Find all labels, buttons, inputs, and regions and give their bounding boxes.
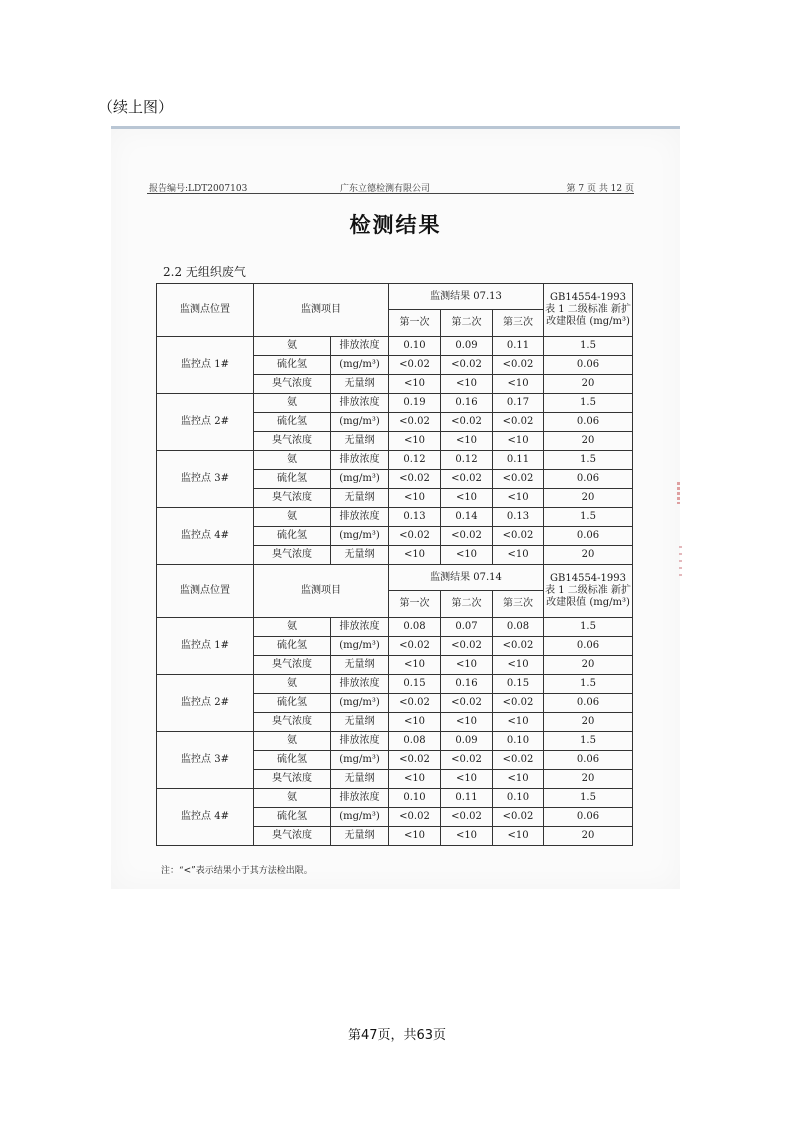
item-hydrogen-sulfide: 硫化氢 (254, 751, 331, 770)
pdf-page-number: 第47页，共63页 (347, 1028, 447, 1043)
result-value: 0.11 (493, 451, 544, 470)
result-value: 0.16 (441, 394, 493, 413)
item-unit: (mg/m³) (331, 413, 389, 432)
header-monitoring-item: 监测项目 (254, 565, 389, 618)
table-row (157, 732, 633, 751)
item-hydrogen-sulfide: 硫化氢 (254, 637, 331, 656)
header-run: 第一次 (389, 591, 441, 618)
item-emission-concentration: 排放浓度 (331, 618, 389, 637)
result-value: <0.02 (389, 470, 441, 489)
item-emission-concentration: 排放浓度 (331, 789, 389, 808)
item-ammonia: 氨 (254, 337, 331, 356)
result-value: <0.02 (441, 413, 493, 432)
result-value: 0.11 (441, 789, 493, 808)
item-unit: (mg/m³) (331, 356, 389, 375)
item-emission-concentration: 排放浓度 (331, 451, 389, 470)
result-value: <10 (441, 827, 493, 846)
item-ammonia: 氨 (254, 732, 331, 751)
standard-limit-value: 20 (544, 770, 633, 789)
item-emission-concentration: 排放浓度 (331, 337, 389, 356)
result-value: <0.02 (493, 470, 544, 489)
item-ammonia: 氨 (254, 789, 331, 808)
standard-limit-value: 0.06 (544, 808, 633, 827)
result-value: <10 (441, 489, 493, 508)
report-number: 报告编号:LDT2007103 (149, 184, 248, 194)
item-ammonia: 氨 (254, 675, 331, 694)
item-hydrogen-sulfide: 硫化氢 (254, 808, 331, 827)
result-value: 0.15 (389, 675, 441, 694)
result-value: 0.07 (441, 618, 493, 637)
table-row (157, 618, 633, 637)
standard-limit-value: 1.5 (544, 789, 633, 808)
table-header-row (157, 565, 633, 591)
result-value: <0.02 (493, 637, 544, 656)
result-value: <0.02 (441, 751, 493, 770)
result-value: <10 (389, 713, 441, 732)
monitoring-point: 监控点 2# (157, 675, 254, 732)
item-odor-concentration: 臭气浓度 (254, 489, 331, 508)
result-value: <0.02 (389, 527, 441, 546)
result-value: 0.08 (389, 732, 441, 751)
item-unit-dimensionless: 无量纲 (331, 432, 389, 451)
item-unit: (mg/m³) (331, 694, 389, 713)
result-value: 0.13 (493, 508, 544, 527)
header-point-location: 监测点位置 (157, 565, 254, 618)
standard-limit-value: 20 (544, 656, 633, 675)
item-odor-concentration: 臭气浓度 (254, 432, 331, 451)
result-value: <10 (389, 432, 441, 451)
item-hydrogen-sulfide: 硫化氢 (254, 356, 331, 375)
item-odor-concentration: 臭气浓度 (254, 656, 331, 675)
header-monitoring-item: 监测项目 (254, 284, 389, 337)
item-unit: (mg/m³) (331, 637, 389, 656)
monitoring-point: 监控点 2# (157, 394, 254, 451)
scanned-report-page (111, 126, 680, 889)
result-value: <10 (389, 375, 441, 394)
result-value: 0.14 (441, 508, 493, 527)
section-heading: 2.2 无组织废气 (163, 265, 246, 279)
result-value: <0.02 (389, 413, 441, 432)
standard-limit-value: 1.5 (544, 451, 633, 470)
result-value: <0.02 (441, 527, 493, 546)
standard-limit-value: 0.06 (544, 694, 633, 713)
result-value: <0.02 (493, 694, 544, 713)
standard-limit-value: 0.06 (544, 637, 633, 656)
table-note: 注：“<”表示结果小于其方法检出限。 (161, 866, 313, 876)
result-value: <10 (493, 656, 544, 675)
result-value: <10 (493, 432, 544, 451)
result-value: <10 (441, 713, 493, 732)
result-value: <10 (441, 375, 493, 394)
result-value: <0.02 (441, 637, 493, 656)
result-value: <0.02 (493, 808, 544, 827)
item-odor-concentration: 臭气浓度 (254, 713, 331, 732)
header-run: 第二次 (441, 591, 493, 618)
item-unit-dimensionless: 无量纲 (331, 656, 389, 675)
item-unit-dimensionless: 无量纲 (331, 713, 389, 732)
result-value: <10 (493, 489, 544, 508)
monitoring-point: 监控点 4# (157, 789, 254, 846)
item-hydrogen-sulfide: 硫化氢 (254, 527, 331, 546)
report-title: 检测结果 (349, 212, 442, 237)
result-value: <10 (493, 770, 544, 789)
item-ammonia: 氨 (254, 394, 331, 413)
item-unit-dimensionless: 无量纲 (331, 770, 389, 789)
result-value: <0.02 (389, 808, 441, 827)
standard-limit-value: 0.06 (544, 356, 633, 375)
seam-stamp-mark (677, 482, 680, 504)
company-name: 广东立德检测有限公司 (340, 184, 431, 194)
item-unit-dimensionless: 无量纲 (331, 546, 389, 565)
standard-limit-value: 0.06 (544, 527, 633, 546)
header-run: 第三次 (493, 310, 544, 337)
result-value: <10 (441, 546, 493, 565)
header-run: 第二次 (441, 310, 493, 337)
standard-limit-value: 0.06 (544, 751, 633, 770)
table-row (157, 337, 633, 356)
header-divider (147, 193, 634, 194)
item-odor-concentration: 臭气浓度 (254, 375, 331, 394)
header-standard-limit: GB14554-1993 表 1 二级标准 新扩改建限值 (mg/m³) (544, 284, 633, 337)
item-emission-concentration: 排放浓度 (331, 732, 389, 751)
header-standard-limit: GB14554-1993 表 1 二级标准 新扩改建限值 (mg/m³) (544, 565, 633, 618)
result-value: <10 (389, 656, 441, 675)
item-hydrogen-sulfide: 硫化氢 (254, 413, 331, 432)
standard-limit-value: 1.5 (544, 618, 633, 637)
result-value: 0.13 (389, 508, 441, 527)
result-value: <10 (493, 375, 544, 394)
standard-limit-value: 1.5 (544, 394, 633, 413)
result-value: 0.08 (493, 618, 544, 637)
results-table (156, 283, 633, 846)
result-value: 0.19 (389, 394, 441, 413)
item-unit: (mg/m³) (331, 808, 389, 827)
monitoring-point: 监控点 1# (157, 337, 254, 394)
item-ammonia: 氨 (254, 618, 331, 637)
item-odor-concentration: 臭气浓度 (254, 546, 331, 565)
report-page-indicator: 第 7 页 共 12 页 (566, 184, 634, 194)
table-header-row (157, 284, 633, 310)
monitoring-point: 监控点 3# (157, 732, 254, 789)
item-unit: (mg/m³) (331, 751, 389, 770)
standard-limit-value: 0.06 (544, 470, 633, 489)
header-point-location: 监测点位置 (157, 284, 254, 337)
result-value: <10 (441, 432, 493, 451)
monitoring-point: 监控点 4# (157, 508, 254, 565)
standard-limit-value: 20 (544, 827, 633, 846)
result-value: <10 (389, 489, 441, 508)
result-value: <0.02 (493, 751, 544, 770)
seam-stamp-mark (679, 546, 682, 581)
item-ammonia: 氨 (254, 508, 331, 527)
result-value: <10 (389, 546, 441, 565)
standard-limit-value: 1.5 (544, 675, 633, 694)
result-value: <0.02 (441, 470, 493, 489)
item-hydrogen-sulfide: 硫化氢 (254, 470, 331, 489)
item-ammonia: 氨 (254, 451, 331, 470)
monitoring-point: 监控点 3# (157, 451, 254, 508)
standard-limit-value: 20 (544, 713, 633, 732)
result-value: <10 (441, 770, 493, 789)
result-value: 0.10 (493, 732, 544, 751)
result-value: <0.02 (389, 637, 441, 656)
header-monitoring-result: 监测结果 07.13 (389, 284, 544, 310)
item-odor-concentration: 臭气浓度 (254, 770, 331, 789)
standard-limit-value: 0.06 (544, 413, 633, 432)
item-emission-concentration: 排放浓度 (331, 675, 389, 694)
result-value: <10 (389, 827, 441, 846)
result-value: <0.02 (493, 527, 544, 546)
result-value: 0.08 (389, 618, 441, 637)
item-emission-concentration: 排放浓度 (331, 394, 389, 413)
result-value: 0.09 (441, 732, 493, 751)
standard-limit-value: 20 (544, 546, 633, 565)
result-value: 0.12 (441, 451, 493, 470)
result-value: 0.10 (389, 337, 441, 356)
header-monitoring-result: 监测结果 07.14 (389, 565, 544, 591)
result-value: <0.02 (389, 751, 441, 770)
result-value: 0.11 (493, 337, 544, 356)
result-value: 0.10 (389, 789, 441, 808)
header-run: 第一次 (389, 310, 441, 337)
item-emission-concentration: 排放浓度 (331, 508, 389, 527)
standard-limit-value: 1.5 (544, 508, 633, 527)
result-value: <0.02 (389, 694, 441, 713)
standard-limit-value: 20 (544, 432, 633, 451)
result-value: <0.02 (389, 356, 441, 375)
result-value: 0.16 (441, 675, 493, 694)
result-value: 0.17 (493, 394, 544, 413)
item-unit-dimensionless: 无量纲 (331, 489, 389, 508)
item-unit: (mg/m³) (331, 527, 389, 546)
item-unit-dimensionless: 无量纲 (331, 375, 389, 394)
standard-limit-value: 1.5 (544, 732, 633, 751)
table-row (157, 508, 633, 527)
result-value: <10 (493, 827, 544, 846)
result-value: 0.12 (389, 451, 441, 470)
result-value: <0.02 (493, 356, 544, 375)
page-caption: （续上图） (98, 98, 174, 116)
result-value: <0.02 (441, 808, 493, 827)
result-value: <0.02 (441, 356, 493, 375)
standard-limit-value: 1.5 (544, 337, 633, 356)
result-value: <10 (493, 546, 544, 565)
result-value: <10 (389, 770, 441, 789)
item-unit: (mg/m³) (331, 470, 389, 489)
result-value: <10 (493, 713, 544, 732)
item-hydrogen-sulfide: 硫化氢 (254, 694, 331, 713)
table-row (157, 675, 633, 694)
result-value: 0.09 (441, 337, 493, 356)
table-row (157, 394, 633, 413)
result-value: 0.15 (493, 675, 544, 694)
item-unit-dimensionless: 无量纲 (331, 827, 389, 846)
standard-limit-value: 20 (544, 489, 633, 508)
table-row (157, 451, 633, 470)
result-value: 0.10 (493, 789, 544, 808)
standard-limit-value: 20 (544, 375, 633, 394)
header-run: 第三次 (493, 591, 544, 618)
result-value: <0.02 (441, 694, 493, 713)
item-odor-concentration: 臭气浓度 (254, 827, 331, 846)
monitoring-point: 监控点 1# (157, 618, 254, 675)
result-value: <0.02 (493, 413, 544, 432)
table-row (157, 789, 633, 808)
result-value: <10 (441, 656, 493, 675)
